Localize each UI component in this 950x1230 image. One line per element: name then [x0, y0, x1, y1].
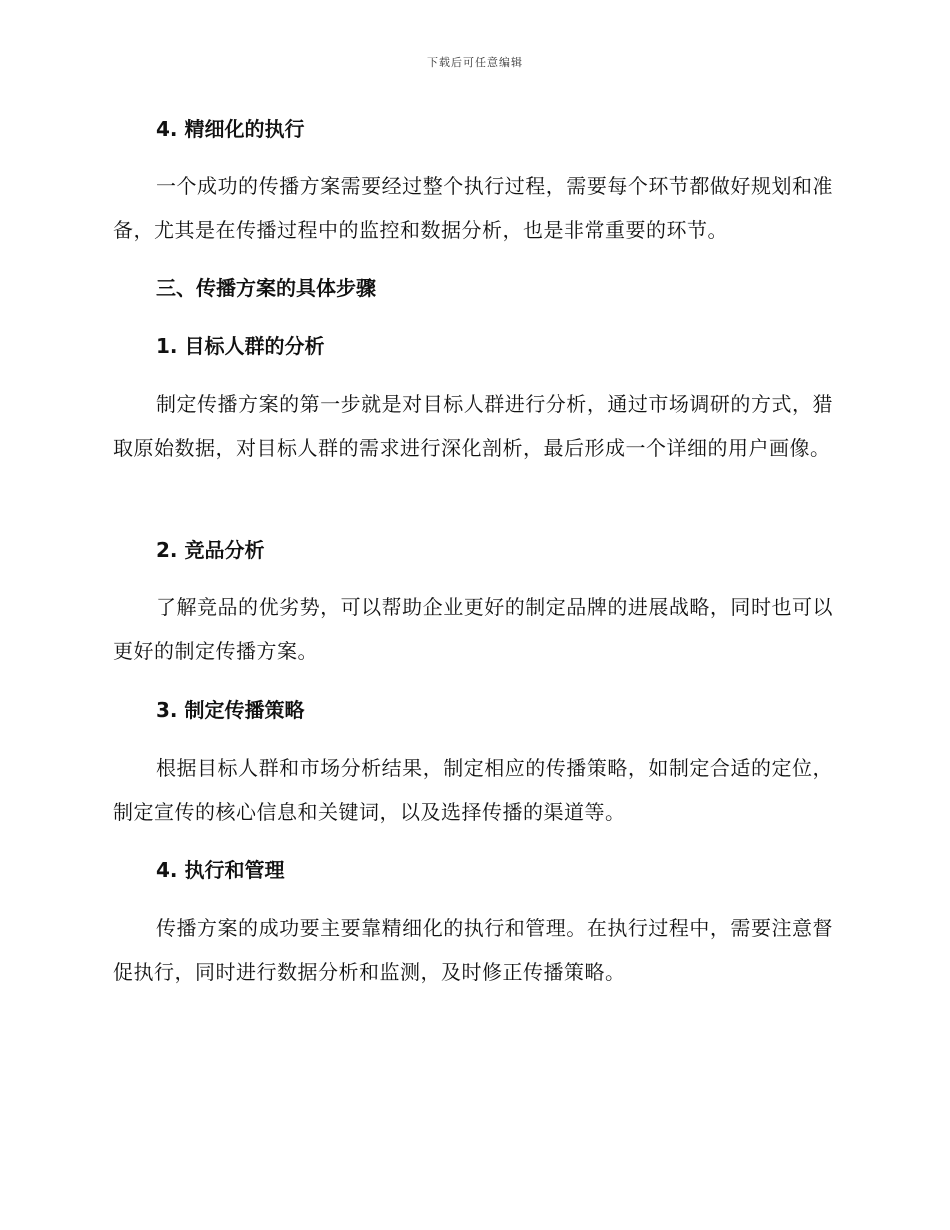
chapter-heading-specific-steps: 三、传播方案的具体步骤 [156, 276, 376, 300]
paragraph-execution-management: 传播方案的成功要主要靠精细化的执行和管理。在执行过程中，需要注意督促执行，同时进行数据分析和监测，及时修正传播策略。 [113, 916, 833, 984]
section-heading-competitor-analysis: 2. 竞品分析 [156, 538, 265, 562]
paragraph-competitor-analysis: 了解竞品的优劣势，可以帮助企业更好的制定品牌的进展战略，同时也可以更好的制定传播方案。 [113, 595, 833, 663]
paragraph-target-audience: 制定传播方案的第一步就是对目标人群进行分析，通过市场调研的方式，猎取原始数据，对目标人群的需求进行深化剖析，最后形成一个详细的用户画像。 [113, 392, 833, 460]
section-heading-strategy: 3. 制定传播策略 [156, 698, 305, 722]
paragraph-strategy: 根据目标人群和市场分析结果，制定相应的传播策略，如制定合适的定位，制定宣传的核心信息和关键词，以及选择传播的渠道等。 [113, 756, 833, 824]
paragraph-precise-execution: 一个成功的传播方案需要经过整个执行过程，需要每个环节都做好规划和准备，尤其是在传播过程中的监控和数据分析，也是非常重要的环节。 [113, 174, 833, 242]
page-header-note: 下载后可任意编辑 [427, 56, 523, 69]
section-heading-precise-execution: 4. 精细化的执行 [156, 117, 305, 141]
section-heading-execution-management: 4. 执行和管理 [156, 858, 285, 882]
section-heading-target-audience: 1. 目标人群的分析 [156, 334, 325, 358]
